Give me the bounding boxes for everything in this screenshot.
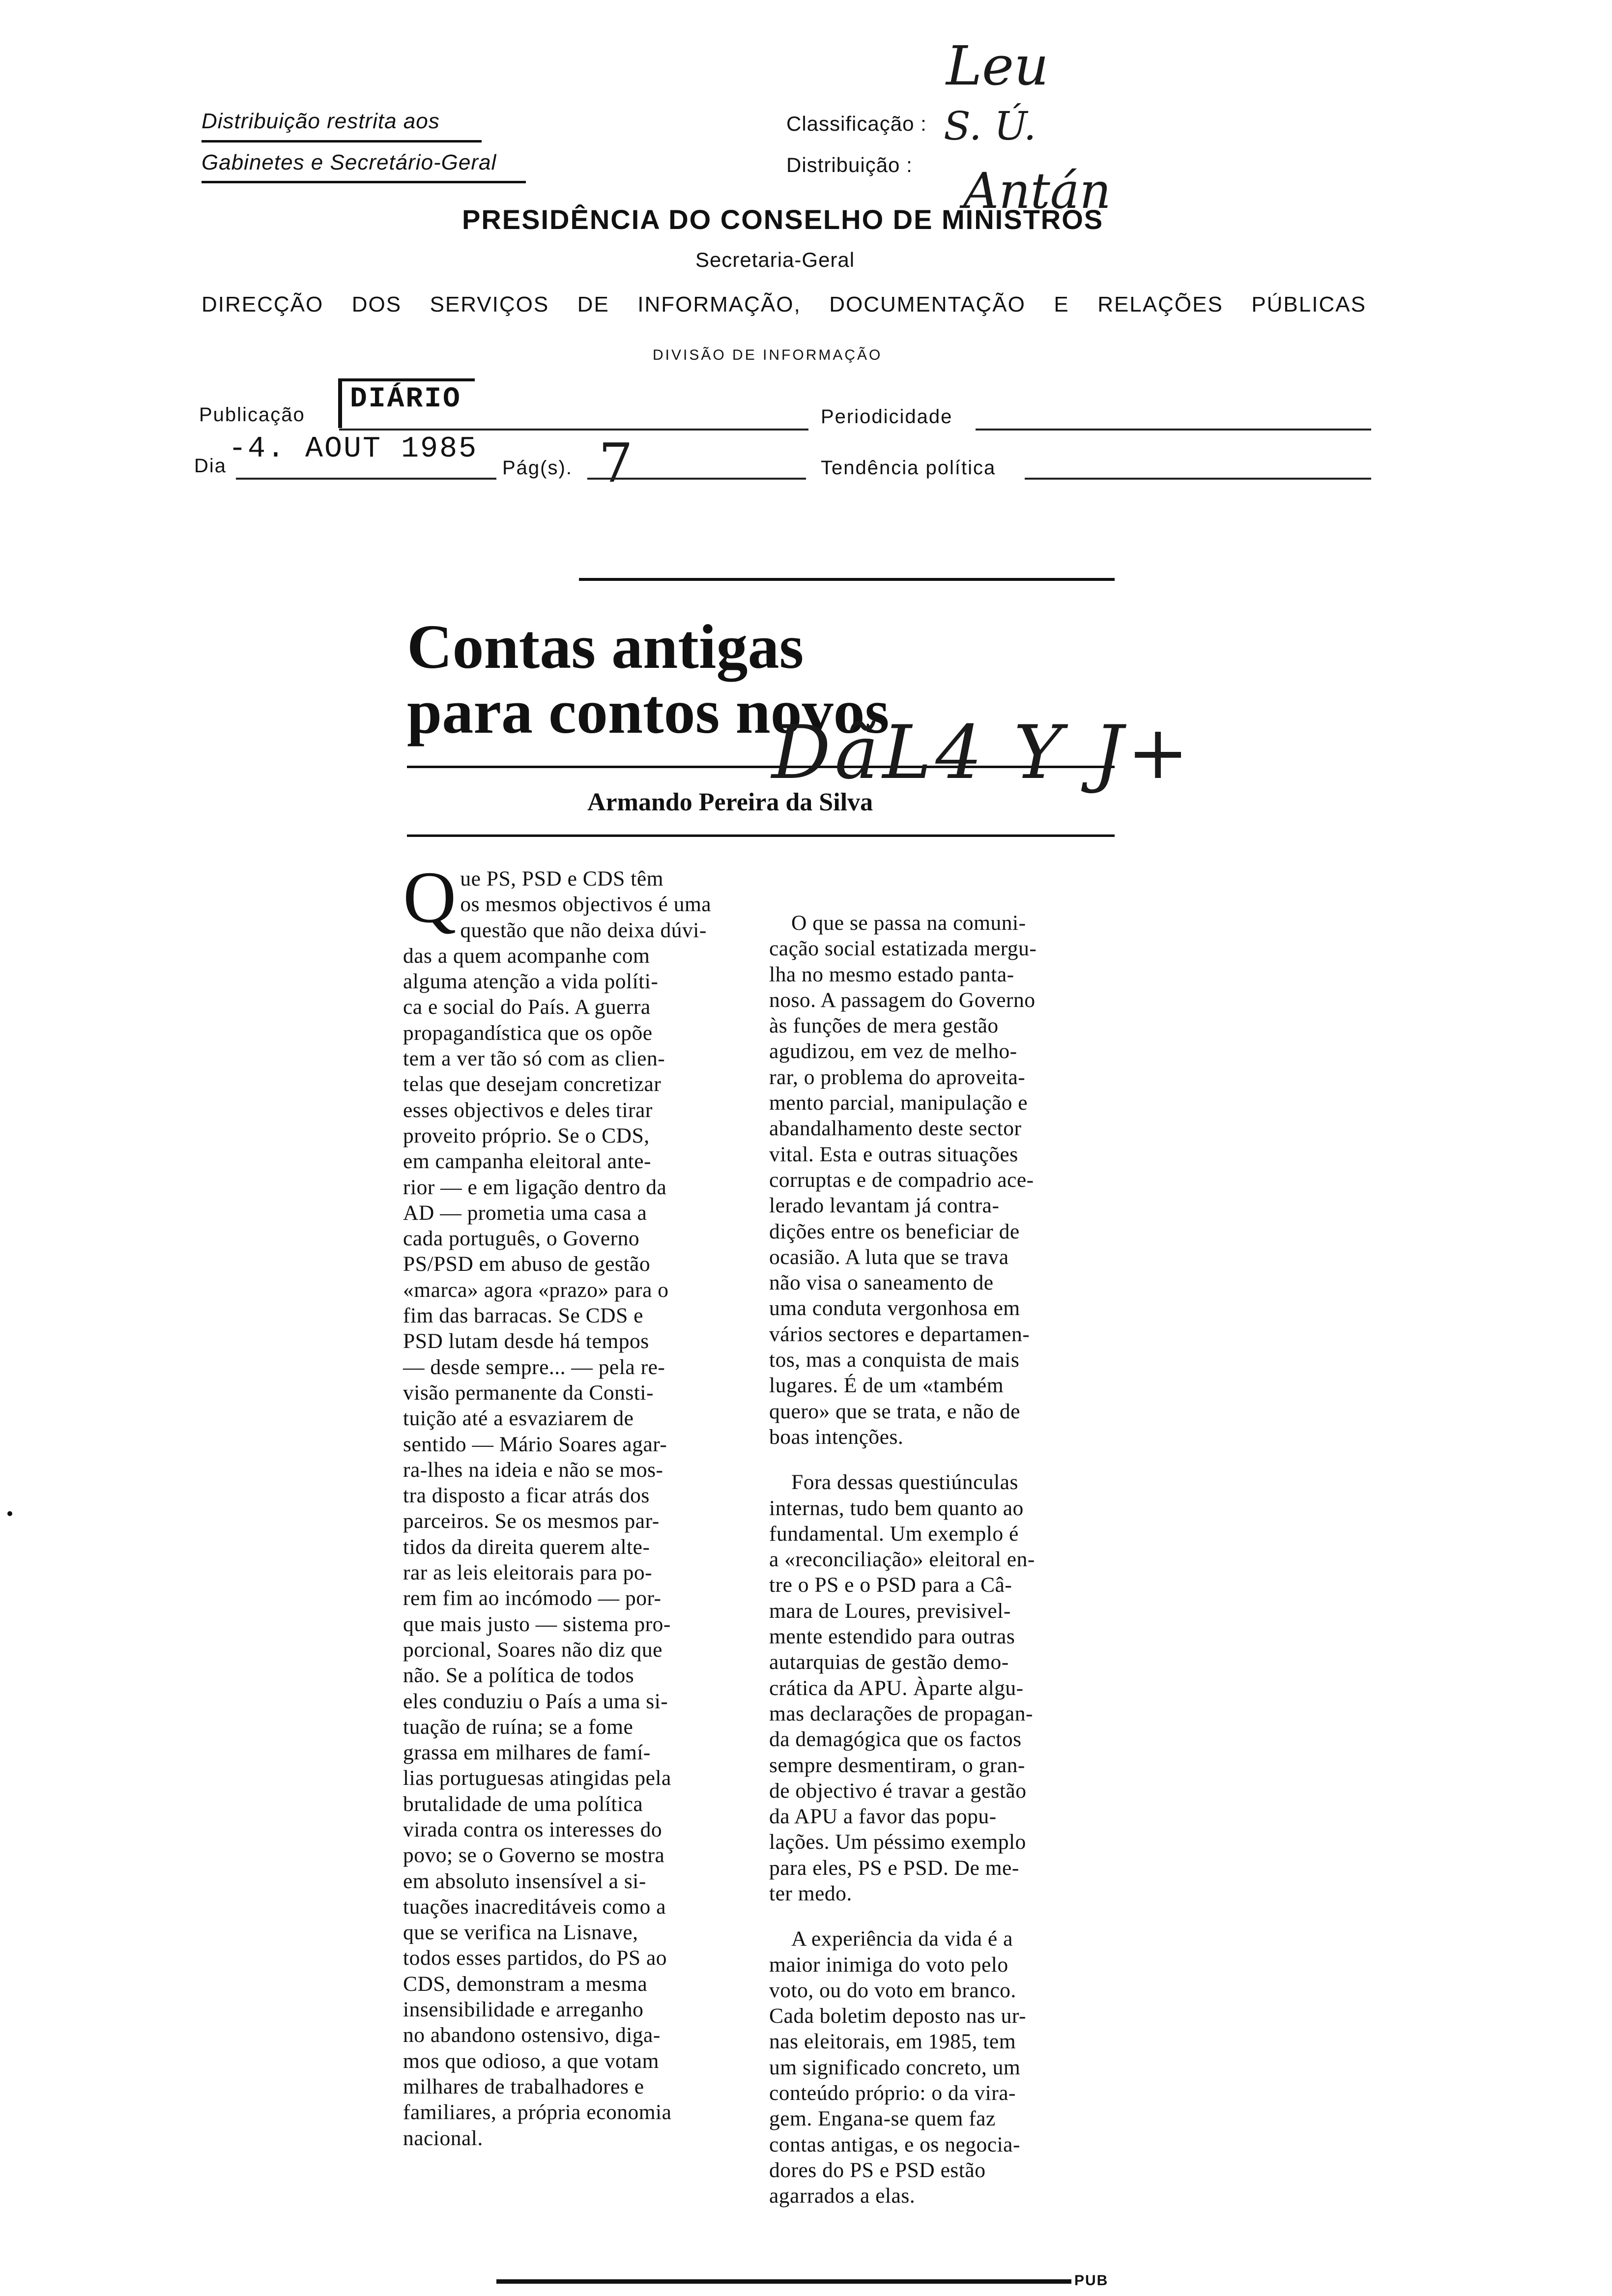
article-col1-first-line: ue PS, PSD e CDS têm: [460, 867, 663, 890]
handwritten-distribution-note: Antán: [963, 162, 1111, 220]
direccao-word: DOS: [351, 292, 402, 316]
pub-mark: PUB: [1074, 2272, 1109, 2289]
headline-line-2: para contos novos: [407, 677, 890, 746]
article-col2-paragraph-3: A experiência da vida é a maior inimiga do voto pelo voto, ou do voto em branco. Cada boletim deposto nas ur- nas eleitorais, em 1985, tem um significado concreto, um conteúdo próprio: o da vira- gem. Engana-se quem faz contas antigas, e os negocia- dores do PS e PSD estão agarrados a elas.: [769, 1927, 1026, 2208]
direccao-word: DOCUMENTAÇÃO: [829, 292, 1026, 316]
periodicidade-line: [976, 429, 1371, 430]
byline-bottom-rule: [407, 834, 1115, 837]
direccao-word: RELAÇÕES: [1097, 292, 1223, 316]
tendencia-line: [1025, 478, 1371, 480]
divisao-informacao: DIVISÃO DE INFORMAÇÃO: [653, 347, 883, 363]
direccao-servicos-line: [202, 292, 1366, 317]
publicacao-stamp-value: DIÁRIO: [350, 383, 461, 415]
article-col2-paragraph-1: O que se passa na comuni- cação social estatizada mergu- lha no mesmo estado panta- noso. A passagem do Governo às funções de mera gestão agudizou, em vez de melho- rar, o problema do aproveita- mento parcial, manipulação e abandalhamento deste sector vital. Esta e outras situações corruptas e de compadrio ace- lerado levantam já contra- dições entre os beneficiar de ocasião. A luta que se trava não visa o saneamento de uma conduta vergonhosa em vários sectores e departamen- tos, mas a conquista de mais lugares. É de um «também quero» que se trata, e não de boas intenções.: [769, 911, 1037, 1449]
footer-rule: [496, 2279, 1071, 2284]
org-title: PRESIDÊNCIA DO CONSELHO DE MINISTROS: [462, 204, 1104, 235]
headline-line-1: Contas antigas: [407, 612, 804, 682]
tendencia-label: Tendência política: [821, 457, 996, 479]
publicacao-label: Publicação: [199, 404, 305, 426]
article-column-2: [769, 910, 1116, 2209]
pagina-label: Pág(s).: [502, 457, 573, 479]
dia-label: Dia: [194, 455, 227, 477]
direccao-word: DIRECÇÃO: [202, 292, 324, 316]
distribution-restriction-line-2: Gabinetes e Secretário-Geral: [202, 150, 497, 174]
dia-stamp-value: -4. AOUT 1985: [229, 432, 478, 466]
distribuicao-label: Distribuição :: [786, 153, 913, 176]
classificacao-label: Classificação :: [786, 112, 927, 135]
direccao-word: SERVIÇOS: [430, 292, 549, 316]
direccao-word: E: [1054, 292, 1069, 316]
publicacao-line: [339, 429, 808, 430]
handwritten-signature: DãL4 Y J+: [772, 710, 1193, 796]
direccao-word: DE: [577, 292, 609, 316]
dia-line: [236, 478, 496, 480]
article-col1-body: os mesmos objectivos é uma questão que não deixa dúvi- das a quem acompanhe com alguma atenção a vida políti- ca e social do País. A guerra propagandística que os opõe tem a ver tão só com as clien- telas que desejam concretizar esses objectivos e deles tirar proveito próprio. Se o CDS, em campanha eleitoral ante- rior — e em ligação dentro da AD — prometia uma casa a cada português, o Governo PS/PSD em abuso de gestão «marca» agora «prazo» para o fim das barracas. Se CDS e PSD lutam desde há tempos — desde sempre... — pela re- visão permanente da Consti- tuição até a esvaziarem de sentido — Mário Soares agar- ra-lhes na ideia e não se mos- tra disposto a ficar atrás dos parceiros. Se os mesmos par- tidos da direita querem alte- rar as leis eleitorais para po- rem fim ao incómodo — por- que mais justo — sistema pro- porcional, Soares não diz que não. Se a política de todos eles conduziu o País a uma si- tuação de ruína; se a fome grassa em milhares de famí- lias portuguesas atingidas pela brutalidade de uma política virada contra os interesses do povo; se o Governo se mostra em absoluto insensível a si- tuações inacreditáveis como a que se verifica na Lisnave, todos esses partidos, do PS ao CDS, demonstram a mesma insensibilidade e arreganho no abandono ostensivo, diga- mos que odioso, a que votam milhares de trabalhadores e familiares, a própria economia nacional.: [403, 892, 712, 2150]
handwritten-top-note: Leu: [946, 34, 1049, 97]
direccao-word: INFORMAÇÃO,: [637, 292, 801, 316]
article-col2-paragraph-2: Fora dessas questiúnculas internas, tudo bem quanto ao fundamental. Um exemplo é a «reconciliação» eleitoral en- tre o PS e o PSD para a Câ- mara de Loures, previsivel- mente estendido para outras autarquias de gestão demo- crática da APU. Àparte algu- mas declarações de propagan- da demagógica que os factos sempre desmentiram, o gran- de objectivo é travar a gestão da APU a favor das popu- lações. Um péssimo exemplo para eles, PS e PSD. De me- ter medo.: [769, 1470, 1035, 1905]
direccao-word: PÚBLICAS: [1251, 292, 1366, 316]
byline: Armando Pereira da Silva: [587, 788, 873, 816]
pagina-handwritten-value: 7: [599, 431, 633, 494]
secretaria-geral: Secretaria-Geral: [695, 248, 855, 271]
drop-cap-letter: Q: [403, 857, 457, 938]
margin-speck: [7, 1511, 12, 1516]
headline-top-rule: [579, 578, 1115, 581]
distribution-underline-2: [202, 181, 526, 183]
handwritten-classification-note: S. Ú.: [944, 103, 1036, 149]
distribution-underline-1: [202, 140, 482, 143]
periodicidade-label: Periodicidade: [821, 406, 953, 428]
article-column-1: [403, 857, 747, 2151]
distribution-restriction-line-1: Distribuição restrita aos: [202, 109, 440, 133]
pagina-line: [587, 478, 806, 480]
